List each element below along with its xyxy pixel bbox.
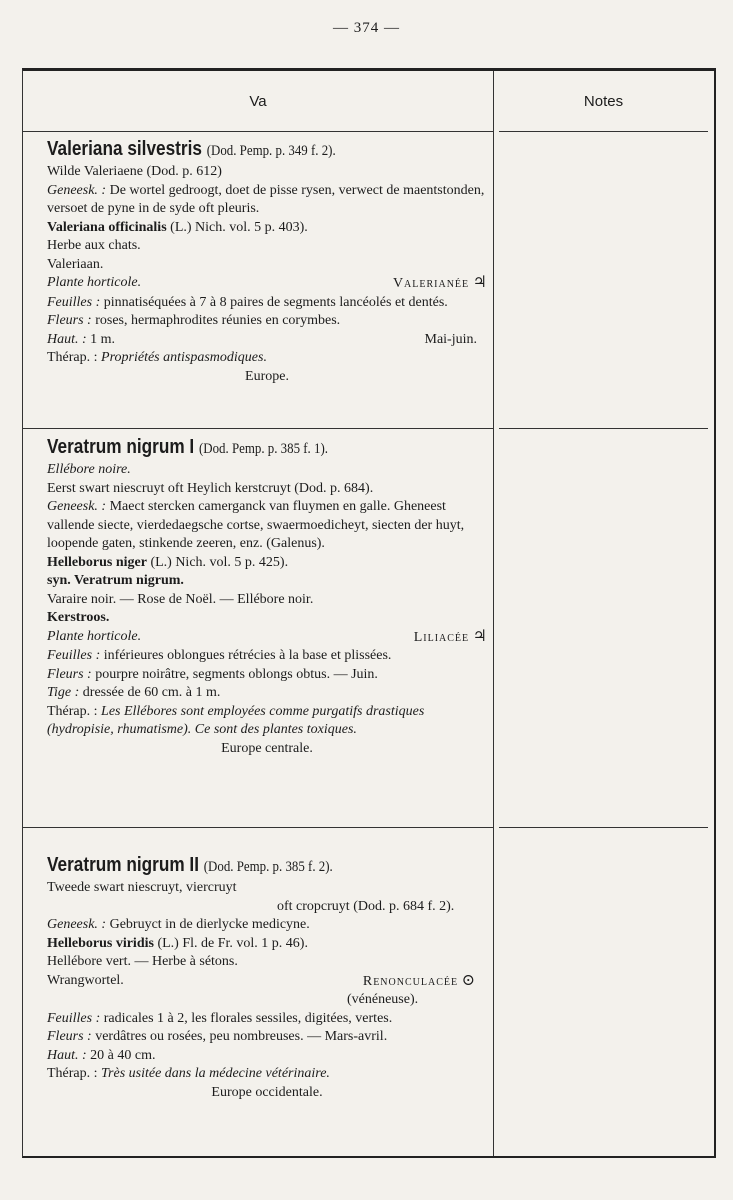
fleurs-text: Fleurs : verdâtres ou rosées, peu nombreuses. — Mars-avril. [47,1029,388,1044]
therap-text: Thérap. : Très usitée dans la médecine vétérinaire. [47,1066,330,1081]
dutch-name: Eerst swart niescruyt oft Heylich kerstcruyt (Dod. p. 684). [47,480,374,496]
region: Europe centrale. [221,740,313,756]
region: Europe. [245,368,289,384]
family-line: Plante horticole. Valerianée ♃ [47,274,487,291]
header-rule-notes [499,131,708,132]
entry-veratrum-1 [47,435,487,758]
dutch-name-cont: oft cropcruyt (Dod. p. 684 f. 2). [277,898,455,914]
dutch-name: Wilde Valeriaene (Dod. p. 612) [47,164,222,179]
french-name: Hellébore vert. — Herbe à sétons. [47,954,238,969]
entry-rule-2-notes [499,827,708,828]
entry-veratrum-2 [47,853,487,1102]
entry-valeriana [47,137,487,386]
entry-title: Veratrum nigrum II (Dod. Pemp. p. 385 f. 2). [47,854,333,876]
therap-text: Thérap. : Les Ellébores sont employées comme purgatifs drastiques (hydropisie, rhumatisme). Ce sont des plantes toxiques. [47,703,425,737]
scientific-name: Helleborus viridis (L.) Fl. de Fr. vol. 1 p. 46). [47,935,308,951]
table-header [23,71,714,131]
header-notes: Notes [583,93,624,110]
dutch-name: Tweede swart niescruyt, viercruyt [47,880,237,895]
french-names: Varaire noir. — Rose de Noël. — Ellébore noir. [47,591,314,607]
french-name: Herbe aux chats. [47,238,141,253]
feuilles-text: Feuilles : inférieures oblongues rétrécies à la base et plissées. [47,648,392,663]
feuilles-text: Feuilles : radicales 1 à 2, les florales sessiles, digitées, vertes. [47,1010,393,1026]
scientific-name: Valeriana officinalis (L.) Nich. vol. 5 p. 403). [47,219,308,235]
haut-line: Haut. : 1 m. Mai-juin. [47,331,477,347]
header-va: Va [249,93,267,110]
haut-text: Haut. : 20 à 40 cm. [47,1047,156,1063]
family-line: Wrangwortel. Renonculacée ⊙ [47,971,475,989]
fleurs-text: Fleurs : pourpre noirâtre, segments oblongs obtus. — Juin. [47,666,378,682]
entry-rule-1 [23,428,493,429]
header-rule [23,131,493,132]
entry-title: Valeriana silvestris (Dod. Pemp. p. 349 f. 2). [47,138,336,160]
common-name: Kerstroos. [47,610,110,625]
synonym: syn. Veratrum nigrum. [47,573,184,588]
tige-text: Tige : dressée de 60 cm. à 1 m. [47,685,221,700]
scientific-name: Helleborus niger (L.) Nich. vol. 5 p. 425). [47,554,289,570]
therap-text: Thérap. : Propriétés antispasmodiques. [47,350,267,365]
entry-rule-2 [23,827,493,828]
herbal-table [22,68,716,1158]
column-divider [493,71,494,1156]
family-line: Plante horticole. Liliacée ♃ [47,627,487,645]
geneesk-text: Geneesk. : Gebruyct in de dierlycke medicyne. [47,917,310,932]
feuilles-text: Feuilles : pinnatiséquées à 7 à 8 paires de segments lancéolés et dentés. [47,294,448,310]
toxicity: (vénéneuse). [347,992,419,1007]
fleurs-text: Fleurs : roses, hermaphrodites réunies en corymbes. [47,313,341,328]
geneesk-text: Geneesk. : Maect stercken camerganck van fluymen en galle. Gheneest vallende siecte, vierdedaegsche cortse, swaermoedicheyt, siecten der huyt, loopende gaten, stinkende zeeren, enz. (Galenus). [47,499,465,551]
entry-rule-1-notes [499,428,708,429]
region: Europe occidentale. [211,1084,323,1100]
geneesk-text: Geneesk. : De wortel gedroogt, doet de pisse rysen, verwect de maentstonden, versoet de pyne in de syde oft pleuris. [47,182,485,216]
page-number: — 374 — [333,20,400,36]
entry-title: Veratrum nigrum I (Dod. Pemp. p. 385 f. 1). [47,436,328,458]
french-name: Ellébore noire. [47,462,131,477]
common-name: Valeriaan. [47,256,104,272]
